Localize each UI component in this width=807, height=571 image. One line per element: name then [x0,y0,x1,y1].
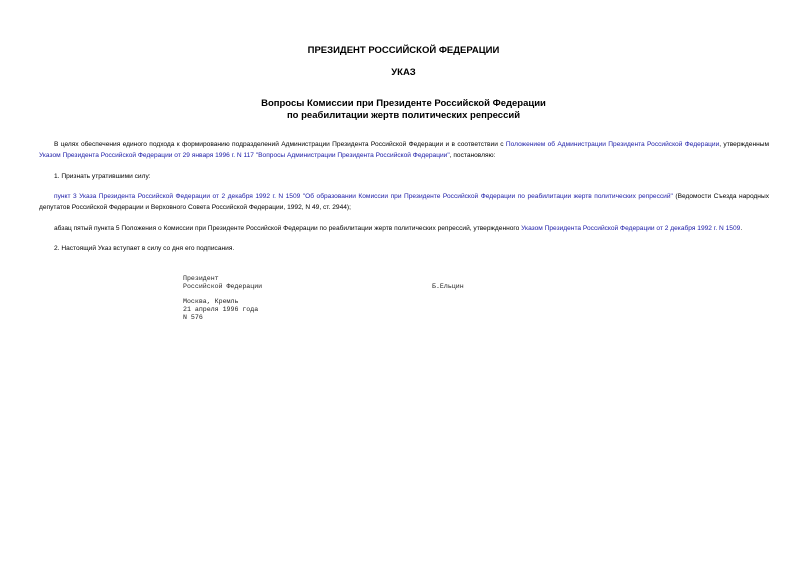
signing-date: 21 апреля 1996 года [183,306,259,313]
decree-title-line-1: Вопросы Комиссии при Президенте Российской Федерации [261,98,546,109]
decree-117-link[interactable]: Указом Президента Российской Федерации от 29 января 1996 г. N 117 "Вопросы Администрации Президента Российской Федерации" [39,151,450,159]
subitem-1-source-text: (Ведомости Съезда народных депутатов Российской Федерации и Верховного Совета Российской Федерации, 1992, N 49, ст. 2944); [39,193,769,211]
intro-text-1: В целях обеспечения единого подхода к формированию подразделений Администрации Президента Российской Федерации и в соответствии с [54,141,506,148]
document-type-heading: УКАЗ [391,67,416,78]
issuer-heading: ПРЕЗИДЕНТ РОССИЙСКОЙ ФЕДЕРАЦИИ [307,45,500,56]
decree-title-line-2: по реабилитации жертв политических репрессий [286,110,521,121]
item-1-paragraph: 1. Признать утратившими силу: [54,173,151,180]
decree-number: N 576 [183,314,203,321]
subitem-2-text: абзац пятый пункта 5 Положения о Комиссии при Президенте Российской Федерации по реабилитации жертв политических репрессий, утвержденного [54,225,522,232]
regulation-link[interactable]: Положением об Администрации Президента Российской Федерации [505,141,720,148]
subitem-2-paragraph [39,224,769,235]
intro-text-2: , утвержденным [719,141,769,148]
item-2-paragraph: 2. Настоящий Указ вступает в силу со дня его подписания. [54,245,235,252]
decree-1509-link[interactable]: Указом Президента Российской Федерации от 2 декабря 1992 г. N 1509 [521,225,741,232]
signer-name: Б.Ельцин [432,283,464,290]
intro-text-3: , постановляю: [449,151,496,159]
signing-place: Москва, Кремль [183,298,239,305]
subitem-2-end: . [740,225,743,232]
signer-title-line-2: Российской Федерации [183,283,263,290]
subitem-1-paragraph [39,192,769,213]
intro-paragraph [39,140,769,161]
decree-1509-point-3-link[interactable]: пункт 3 Указа Президента Российской Федерации от 2 декабря 1992 г. N 1509 "Об образовании Комиссии при Президенте Российской Федерации по реабилитации жертв политических репрессий" [54,193,673,200]
signer-title-line-1: Президент [183,275,219,282]
